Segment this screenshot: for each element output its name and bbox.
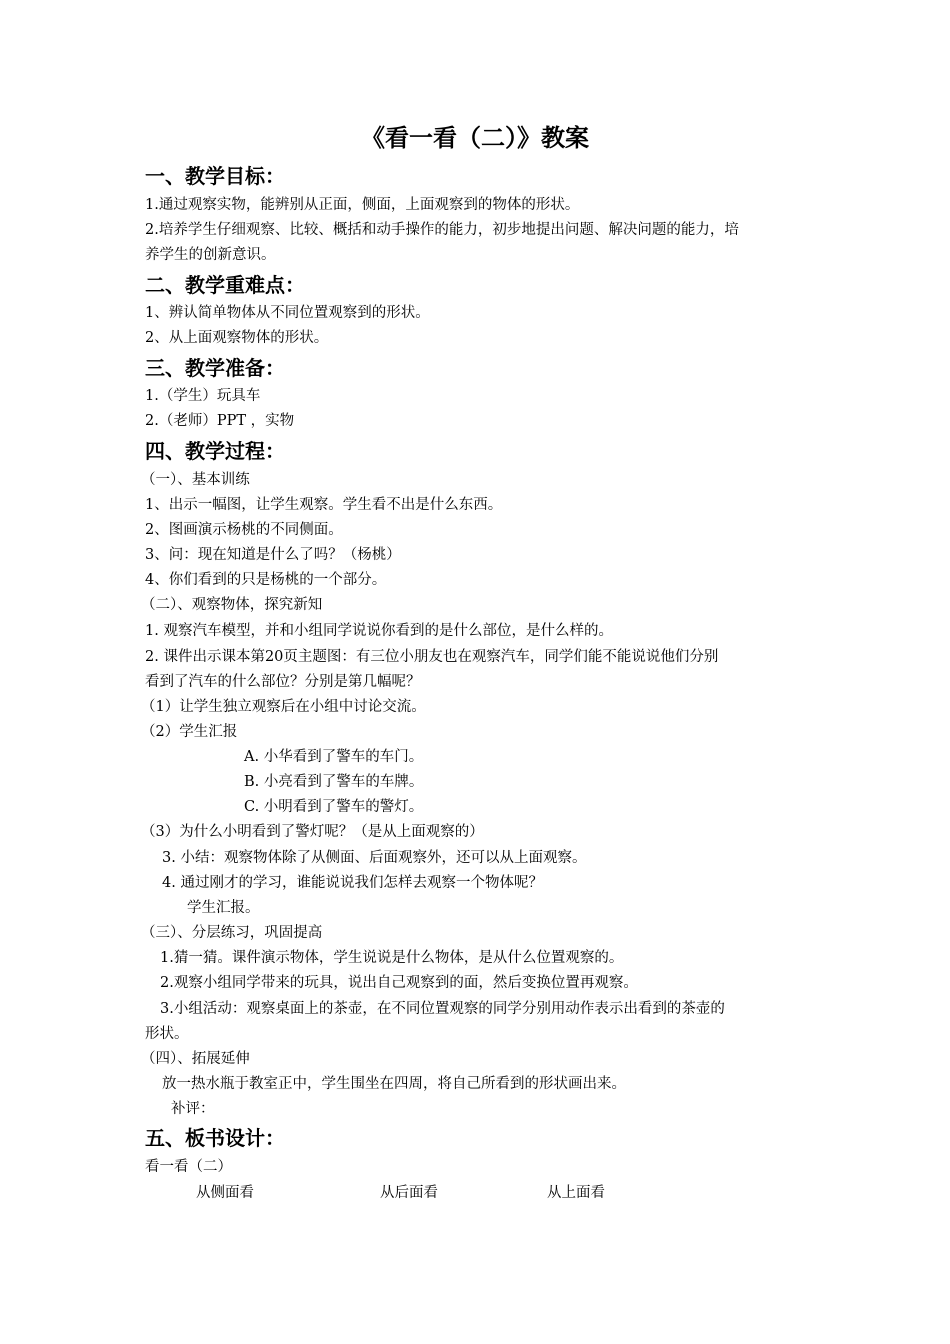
text-line: 形状。: [145, 1026, 189, 1042]
text-line: 2.观察小组同学带来的玩具，说出自己观察到的面，然后变换位置再观察。: [160, 975, 638, 991]
board-item: 从侧面看: [196, 1185, 254, 1201]
subsection-heading: （三）、分层练习，巩固提高: [141, 925, 323, 941]
text-line: 3.小组活动：观察桌面上的茶壶，在不同位置观察的同学分别用动作表示出看到的茶壶的: [160, 1001, 725, 1017]
list-item: C. 小明看到了警车的警灯。: [244, 799, 424, 815]
text-line: 1.通过观察实物，能辨别从正面，侧面，上面观察到的物体的形状。: [145, 197, 580, 213]
text-line: （3）为什么小明看到了警灯呢？（是从上面观察的）: [141, 824, 484, 840]
document-title: 《看一看（二）》教案: [361, 123, 589, 152]
text-line: 看到了汽车的什么部位？分别是第几幅呢？: [145, 674, 421, 690]
section-heading-board-design: 五、板书设计：: [145, 1126, 285, 1150]
text-line: 3、问：现在知道是什么了吗？（杨桃）: [145, 547, 401, 563]
subsection-heading: （二）、观察物体，探究新知: [141, 597, 323, 613]
section-heading-objectives: 一、教学目标：: [145, 164, 285, 188]
text-line: 1.（学生）玩具车: [145, 388, 261, 404]
text-line: 2. 课件出示课本第20页主题图：有三位小朋友也在观察汽车，同学们能不能说说他们分别: [145, 649, 719, 665]
text-line: 3. 小结：观察物体除了从侧面、后面观察外，还可以从上面观察。: [162, 850, 587, 866]
text-line: 4、你们看到的只是杨桃的一个部分。: [145, 572, 387, 588]
text-line: 学生汇报。: [187, 900, 260, 916]
list-item: A. 小华看到了警车的车门。: [244, 749, 424, 765]
text-line: 补评：: [171, 1101, 215, 1117]
text-line: 4. 通过刚才的学习，谁能说说我们怎样去观察一个物体呢？: [162, 875, 543, 891]
board-item: 从上面看: [547, 1185, 605, 1201]
text-line: 1、辨认简单物体从不同位置观察到的形状。: [145, 305, 430, 321]
text-line: 2、从上面观察物体的形状。: [145, 330, 329, 346]
text-line: 1、出示一幅图，让学生观察。学生看不出是什么东西。: [145, 497, 503, 513]
text-line: 2.（老师）PPT ，实物: [145, 413, 295, 429]
text-line: 2、图画演示杨桃的不同侧面。: [145, 522, 343, 538]
text-line: （2）学生汇报: [141, 724, 238, 740]
section-heading-key-points: 二、教学重难点：: [145, 273, 305, 297]
text-line: 养学生的创新意识。: [145, 247, 276, 263]
text-line: 1. 观察汽车模型，并和小组同学说说你看到的是什么部位，是什么样的。: [145, 623, 613, 639]
board-title: 看一看（二）: [145, 1159, 232, 1175]
list-item: B. 小亮看到了警车的车牌。: [244, 774, 424, 790]
subsection-heading: （一）、基本训练: [141, 472, 250, 488]
text-line: （1）让学生独立观察后在小组中讨论交流。: [141, 699, 426, 715]
text-line: 放一热水瓶于教室正中，学生围坐在四周，将自己所看到的形状画出来。: [162, 1076, 626, 1092]
text-line: 2.培养学生仔细观察、比较、概括和动手操作的能力，初步地提出问题、解决问题的能力，培: [145, 222, 739, 238]
section-heading-preparation: 三、教学准备：: [145, 356, 285, 380]
section-heading-process: 四、教学过程：: [145, 439, 285, 463]
board-item: 从后面看: [380, 1185, 438, 1201]
text-line: 1.猜一猜。课件演示物体，学生说说是什么物体，是从什么位置观察的。: [160, 950, 624, 966]
subsection-heading: （四）、拓展延伸: [141, 1051, 250, 1067]
